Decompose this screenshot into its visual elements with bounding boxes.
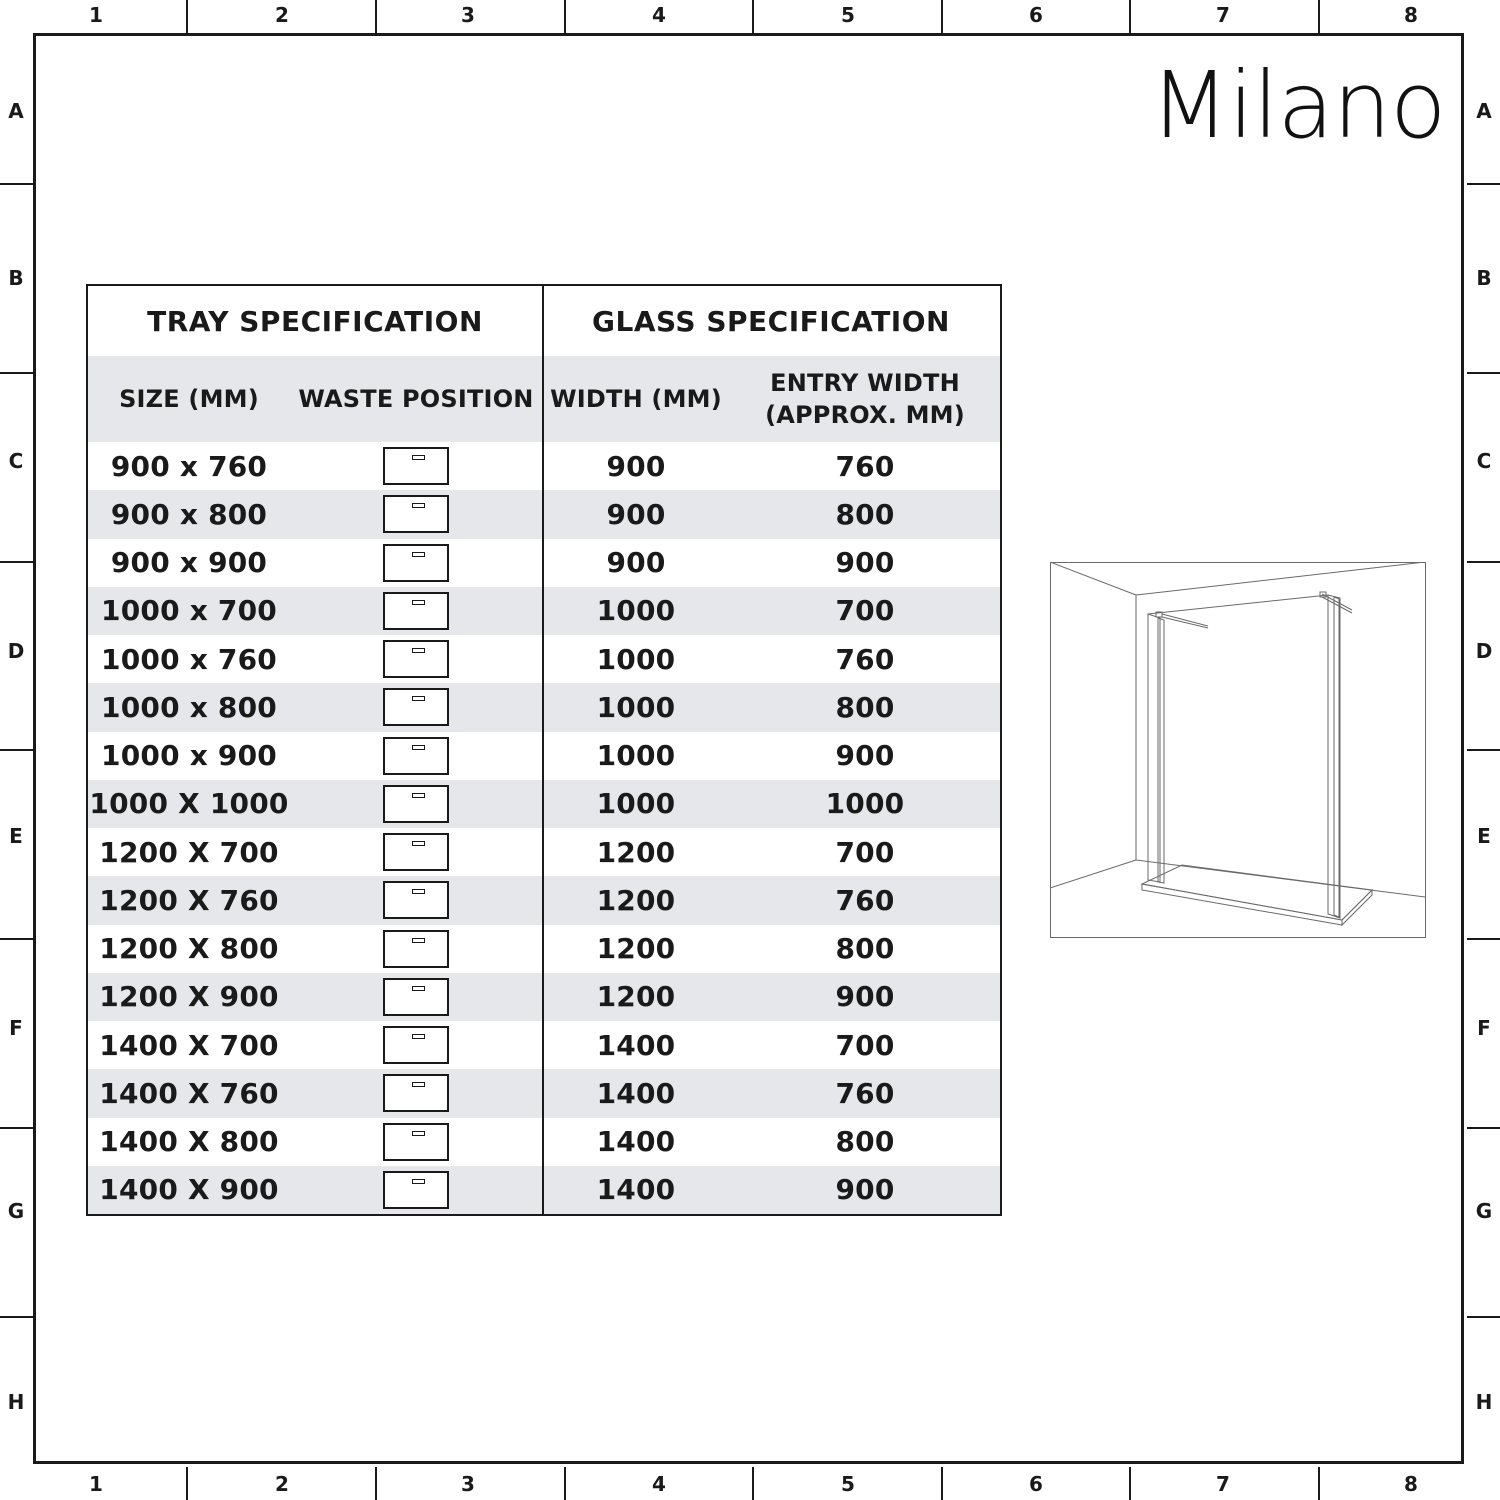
- grid-tick: [1467, 1316, 1500, 1318]
- column-ref-top: 8: [1404, 3, 1418, 27]
- width-header: WIDTH (MM): [550, 385, 722, 413]
- column-ref-bottom: 2: [275, 1472, 289, 1496]
- table-divider: [542, 286, 544, 1214]
- width-cell: 1000: [596, 690, 676, 724]
- row-ref-right: C: [1476, 449, 1492, 473]
- tray-waste-icon: [383, 1123, 449, 1161]
- grid-tick: [752, 1467, 754, 1500]
- column-ref-bottom: 5: [841, 1472, 855, 1496]
- entry-width-cell: 700: [835, 594, 895, 628]
- entry-width-cell: 900: [835, 546, 895, 580]
- table-body: [88, 442, 1000, 1214]
- table-row: [88, 1069, 1000, 1117]
- size-cell: 1400 X 760: [99, 1076, 279, 1110]
- waste-position-cell: [290, 640, 542, 678]
- waste-position-cell: [290, 1074, 542, 1112]
- size-cell: 900 x 760: [110, 449, 268, 483]
- column-ref-bottom: 1: [89, 1472, 103, 1496]
- table-row: [88, 587, 1000, 635]
- size-cell: 1000 x 700: [101, 594, 277, 628]
- entry-width-cell: 900: [835, 739, 895, 773]
- entry-width-header-line2: (APPROX. MM): [765, 401, 965, 429]
- grid-tick: [375, 1467, 377, 1500]
- size-cell: 1000 X 1000: [89, 787, 289, 821]
- table-row: [88, 490, 1000, 538]
- row-ref-left: B: [8, 266, 24, 290]
- row-ref-right: A: [1476, 99, 1492, 123]
- grid-tick: [0, 183, 33, 185]
- waste-position-cell: [290, 785, 542, 823]
- width-cell: 1200: [596, 835, 676, 869]
- grid-tick: [1129, 0, 1131, 33]
- grid-tick: [1467, 1127, 1500, 1129]
- tray-waste-icon: [383, 640, 449, 678]
- waste-position-cell: [290, 1026, 542, 1064]
- size-cell: 1200 X 800: [99, 932, 279, 966]
- size-cell: 1200 X 700: [99, 835, 279, 869]
- table-row: [88, 539, 1000, 587]
- entry-width-cell: 800: [835, 1125, 895, 1159]
- entry-width-header-line1: ENTRY WIDTH: [770, 369, 960, 397]
- tray-waste-icon: [383, 688, 449, 726]
- entry-width-cell: 800: [835, 932, 895, 966]
- width-cell: 1200: [596, 980, 676, 1014]
- width-cell: 1200: [596, 932, 676, 966]
- row-ref-left: F: [9, 1016, 23, 1040]
- column-ref-top: 5: [841, 3, 855, 27]
- column-ref-top: 2: [275, 3, 289, 27]
- grid-tick: [0, 938, 33, 940]
- size-cell: 900 x 800: [110, 497, 268, 531]
- width-cell: 1400: [596, 1125, 676, 1159]
- grid-tick: [752, 0, 754, 33]
- glass-specification-title: GLASS SPECIFICATION: [592, 304, 950, 338]
- grid-tick: [0, 561, 33, 563]
- table-row: [88, 876, 1000, 924]
- tray-specification-title: TRAY SPECIFICATION: [147, 304, 483, 338]
- table-row: [88, 1166, 1000, 1214]
- entry-width-cell: 900: [835, 980, 895, 1014]
- entry-width-cell: 800: [835, 690, 895, 724]
- waste-position-cell: [290, 544, 542, 582]
- table-header-row: [88, 356, 1000, 442]
- width-cell: 1400: [596, 1028, 676, 1062]
- row-ref-left: C: [8, 449, 24, 473]
- grid-tick: [564, 1467, 566, 1500]
- grid-tick: [1129, 1467, 1131, 1500]
- entry-width-cell: 760: [835, 1076, 895, 1110]
- row-ref-left: H: [7, 1390, 25, 1414]
- column-ref-bottom: 6: [1029, 1472, 1043, 1496]
- width-cell: 1400: [596, 1173, 676, 1207]
- walk-in-shower-drawing: [1050, 562, 1426, 938]
- tray-waste-icon: [383, 592, 449, 630]
- row-ref-left: A: [8, 99, 24, 123]
- table-row: [88, 683, 1000, 731]
- row-ref-right: F: [1477, 1016, 1491, 1040]
- table-row: [88, 635, 1000, 683]
- entry-width-cell: 760: [835, 449, 895, 483]
- table-row: [88, 1021, 1000, 1069]
- width-cell: 900: [606, 497, 666, 531]
- column-ref-top: 1: [89, 3, 103, 27]
- grid-tick: [0, 1127, 33, 1129]
- table-row: [88, 442, 1000, 490]
- grid-tick: [1318, 1467, 1320, 1500]
- waste-position-header: WASTE POSITION: [298, 385, 534, 413]
- entry-width-cell: 760: [835, 883, 895, 917]
- width-cell: 1200: [596, 883, 676, 917]
- tray-waste-icon: [383, 881, 449, 919]
- row-ref-left: E: [9, 824, 23, 848]
- table-title-row: [88, 286, 1000, 356]
- waste-position-cell: [290, 447, 542, 485]
- table-row: [88, 828, 1000, 876]
- grid-tick: [1467, 749, 1500, 751]
- table-row: [88, 732, 1000, 780]
- column-ref-top: 4: [652, 3, 666, 27]
- tray-waste-icon: [383, 833, 449, 871]
- column-ref-top: 6: [1029, 3, 1043, 27]
- tray-waste-icon: [383, 978, 449, 1016]
- table-row: [88, 1118, 1000, 1166]
- grid-tick: [0, 372, 33, 374]
- row-ref-right: B: [1476, 266, 1492, 290]
- grid-tick: [1318, 0, 1320, 33]
- width-cell: 1000: [596, 642, 676, 676]
- size-header: SIZE (MM): [119, 385, 259, 413]
- tray-waste-icon: [383, 447, 449, 485]
- row-ref-left: D: [7, 639, 25, 663]
- waste-position-cell: [290, 833, 542, 871]
- grid-tick: [941, 0, 943, 33]
- size-cell: 1400 X 900: [99, 1173, 279, 1207]
- width-cell: 900: [606, 449, 666, 483]
- size-cell: 1000 x 760: [101, 642, 277, 676]
- entry-width-cell: 760: [835, 642, 895, 676]
- width-cell: 1000: [596, 787, 676, 821]
- width-cell: 1400: [596, 1076, 676, 1110]
- waste-position-cell: [290, 978, 542, 1016]
- grid-tick: [0, 1316, 33, 1318]
- tray-waste-icon: [383, 737, 449, 775]
- width-cell: 1000: [596, 594, 676, 628]
- column-ref-bottom: 7: [1216, 1472, 1230, 1496]
- grid-tick: [0, 749, 33, 751]
- waste-position-cell: [290, 930, 542, 968]
- tray-waste-icon: [383, 1171, 449, 1209]
- table-row: [88, 973, 1000, 1021]
- waste-position-cell: [290, 495, 542, 533]
- grid-tick: [1467, 183, 1500, 185]
- table-row: [88, 925, 1000, 973]
- row-ref-right: D: [1475, 639, 1493, 663]
- waste-position-cell: [290, 737, 542, 775]
- waste-position-cell: [290, 1123, 542, 1161]
- tray-waste-icon: [383, 544, 449, 582]
- size-cell: 1000 x 800: [101, 690, 277, 724]
- width-cell: 900: [606, 546, 666, 580]
- column-ref-top: 3: [461, 3, 475, 27]
- tray-waste-icon: [383, 495, 449, 533]
- tray-waste-icon: [383, 1074, 449, 1112]
- entry-width-cell: 900: [835, 1173, 895, 1207]
- entry-width-header: [730, 367, 1000, 431]
- entry-width-cell: 700: [835, 1028, 895, 1062]
- grid-tick: [186, 0, 188, 33]
- size-cell: 1000 x 900: [101, 739, 277, 773]
- grid-tick: [375, 0, 377, 33]
- table-row: [88, 780, 1000, 828]
- waste-position-cell: [290, 881, 542, 919]
- size-cell: 1200 X 760: [99, 883, 279, 917]
- row-ref-left: G: [7, 1199, 25, 1223]
- grid-tick: [1467, 938, 1500, 940]
- grid-tick: [1467, 561, 1500, 563]
- waste-position-cell: [290, 592, 542, 630]
- column-ref-bottom: 4: [652, 1472, 666, 1496]
- row-ref-right: E: [1477, 824, 1491, 848]
- column-ref-bottom: 3: [461, 1472, 475, 1496]
- size-cell: 900 x 900: [110, 546, 268, 580]
- tray-waste-icon: [383, 1026, 449, 1064]
- waste-position-cell: [290, 688, 542, 726]
- grid-tick: [564, 0, 566, 33]
- grid-tick: [941, 1467, 943, 1500]
- column-ref-bottom: 8: [1404, 1472, 1418, 1496]
- row-ref-right: G: [1475, 1199, 1493, 1223]
- size-cell: 1400 X 800: [99, 1125, 279, 1159]
- size-cell: 1200 X 900: [99, 980, 279, 1014]
- specification-table: [86, 284, 1002, 1216]
- tray-waste-icon: [383, 785, 449, 823]
- entry-width-cell: 800: [835, 497, 895, 531]
- width-cell: 1000: [596, 739, 676, 773]
- entry-width-cell: 700: [835, 835, 895, 869]
- row-ref-right: H: [1475, 1390, 1493, 1414]
- grid-tick: [1467, 372, 1500, 374]
- tray-waste-icon: [383, 930, 449, 968]
- column-ref-top: 7: [1216, 3, 1230, 27]
- entry-width-cell: 1000: [825, 787, 905, 821]
- brand-logo: Milano: [1150, 52, 1446, 159]
- waste-position-cell: [290, 1171, 542, 1209]
- grid-tick: [186, 1467, 188, 1500]
- size-cell: 1400 X 700: [99, 1028, 279, 1062]
